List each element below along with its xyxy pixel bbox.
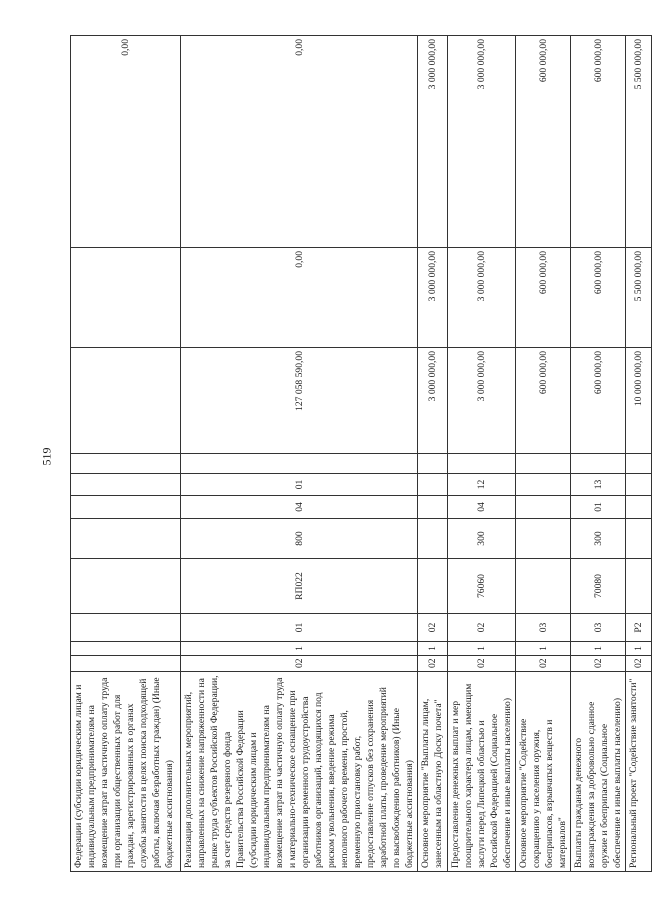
amount-year1-cell: 600 000,00 <box>571 348 626 454</box>
direction-code-cell: 76060 <box>448 559 516 614</box>
description-cell: Основное мероприятие "Содействие сокращению у населения оружия, боеприпасов, взрывчатых веществ и материалов" <box>516 672 571 872</box>
subprogram-code-cell: 1 <box>626 642 652 656</box>
subprogram-code-cell: 1 <box>516 642 571 656</box>
amount-year3-cell: 3 000 000,00 <box>448 36 516 248</box>
program-code-cell <box>71 656 181 672</box>
subsection-cell <box>516 474 571 496</box>
activity-code-cell: 03 <box>516 614 571 642</box>
expense-type-cell <box>71 519 181 559</box>
amount-year3-cell: 0,00 <box>181 36 418 248</box>
expense-type-cell <box>418 519 448 559</box>
activity-code-cell: P2 <box>626 614 652 642</box>
amount-year1-cell: 3 000 000,00 <box>448 348 516 454</box>
amount-year3-cell: 0,00 <box>71 36 181 248</box>
subsection-cell: 13 <box>571 474 626 496</box>
activity-code-cell: 03 <box>571 614 626 642</box>
direction-code-cell: 70080 <box>571 559 626 614</box>
subsection-cell <box>71 474 181 496</box>
amount-year1-cell: 600 000,00 <box>516 348 571 454</box>
activity-code-cell: 02 <box>418 614 448 642</box>
amount-year1-cell <box>71 348 181 454</box>
program-code-cell: 02 <box>448 656 516 672</box>
subprogram-code-cell: 1 <box>448 642 516 656</box>
page-number-text: 519 <box>39 447 54 465</box>
budget-table <box>70 35 652 872</box>
description-cell: Основное мероприятие "Выплаты лицам, занесенным на областную Доску почета" <box>418 672 448 872</box>
description-cell: Федерации (субсидии юридическим лицам и индивидуальным предпринимателям на возмещение затрат на частичную оплату труда при организации общественных работ для граждан, зарегистрированных в органах службы занятости в целях поиска подходящей работы, включая безработных граждан) (Иные бюджетные ассигнования) <box>71 672 181 872</box>
empty-code-cell <box>448 454 516 474</box>
table-row <box>448 36 516 872</box>
amount-year1-cell: 10 000 000,00 <box>626 348 652 454</box>
expense-type-cell <box>626 519 652 559</box>
description-cell: Реализация дополнительных мероприятий, направленных на снижение напряженности на рынке труда субъектов Российской Федерации, за счет средств резервного фонда Правительства Российской Федерации (субсидии юридическим лицам и индивидуальным предпринимателям на возмещение затрат на частичную оплату труда и материально-техническое оснащение при организации временного трудоустройства работников организаций, находящихся под риском увольнения, введение режима неполного рабочего времени, простой, временную приостановку работ, предоставление отпусков без сохранения заработной платы, проведение мероприятий по высвобождению работников) (Иные бюджетные ассигнования) <box>181 672 418 872</box>
rotated-table-container <box>70 36 644 872</box>
amount-year2-cell: 600 000,00 <box>571 248 626 348</box>
program-code-cell: 02 <box>516 656 571 672</box>
program-code-cell: 02 <box>571 656 626 672</box>
section-cell <box>516 496 571 519</box>
subprogram-code-cell: 1 <box>181 642 418 656</box>
description-cell: Региональный проект "Содействие занятости" <box>626 672 652 872</box>
amount-year3-cell: 5 500 000,00 <box>626 36 652 248</box>
empty-code-cell <box>71 454 181 474</box>
amount-year2-cell: 600 000,00 <box>516 248 571 348</box>
description-cell: Предоставление денежных выплат и мер поощрительного характера лицам, имеющим заслуги перед Липецкой областью и Российской Федерацией (Социальное обеспечение и иные выплаты населению) <box>448 672 516 872</box>
amount-year1-cell: 127 058 590,00 <box>181 348 418 454</box>
amount-year3-cell: 3 000 000,00 <box>418 36 448 248</box>
amount-year3-cell: 600 000,00 <box>516 36 571 248</box>
section-cell: 01 <box>571 496 626 519</box>
program-code-cell: 02 <box>418 656 448 672</box>
activity-code-cell: 01 <box>181 614 418 642</box>
direction-code-cell <box>626 559 652 614</box>
program-code-cell: 02 <box>626 656 652 672</box>
table-row <box>516 36 571 872</box>
table-row <box>418 36 448 872</box>
table-row <box>181 36 418 872</box>
activity-code-cell <box>71 614 181 642</box>
expense-type-cell <box>516 519 571 559</box>
empty-code-cell <box>516 454 571 474</box>
empty-code-cell <box>181 454 418 474</box>
expense-type-cell: 800 <box>181 519 418 559</box>
table-row <box>626 36 652 872</box>
amount-year3-cell: 600 000,00 <box>571 36 626 248</box>
amount-year2-cell <box>71 248 181 348</box>
subprogram-code-cell <box>71 642 181 656</box>
section-cell: 04 <box>181 496 418 519</box>
direction-code-cell <box>71 559 181 614</box>
amount-year1-cell: 3 000 000,00 <box>418 348 448 454</box>
empty-code-cell <box>418 454 448 474</box>
section-cell <box>626 496 652 519</box>
table-row <box>71 36 181 872</box>
subprogram-code-cell: 1 <box>418 642 448 656</box>
direction-code-cell: RП022 <box>181 559 418 614</box>
subprogram-code-cell: 1 <box>571 642 626 656</box>
amount-year2-cell: 3 000 000,00 <box>448 248 516 348</box>
page-number <box>40 443 54 469</box>
table-row <box>571 36 626 872</box>
activity-code-cell: 02 <box>448 614 516 642</box>
amount-year2-cell: 5 500 000,00 <box>626 248 652 348</box>
section-cell <box>418 496 448 519</box>
subsection-cell: 01 <box>181 474 418 496</box>
direction-code-cell <box>418 559 448 614</box>
subsection-cell: 12 <box>448 474 516 496</box>
page-body <box>70 36 644 872</box>
amount-year2-cell: 0,00 <box>181 248 418 348</box>
program-code-cell: 02 <box>181 656 418 672</box>
subsection-cell <box>626 474 652 496</box>
empty-code-cell <box>626 454 652 474</box>
empty-code-cell <box>571 454 626 474</box>
description-cell: Выплаты гражданам денежного вознаграждения за добровольно сданное оружие и боеприпасы (Социальное обеспечение и иные выплаты населению) <box>571 672 626 872</box>
subsection-cell <box>418 474 448 496</box>
section-cell: 04 <box>448 496 516 519</box>
direction-code-cell <box>516 559 571 614</box>
amount-year2-cell: 3 000 000,00 <box>418 248 448 348</box>
section-cell <box>71 496 181 519</box>
expense-type-cell: 300 <box>448 519 516 559</box>
expense-type-cell: 300 <box>571 519 626 559</box>
